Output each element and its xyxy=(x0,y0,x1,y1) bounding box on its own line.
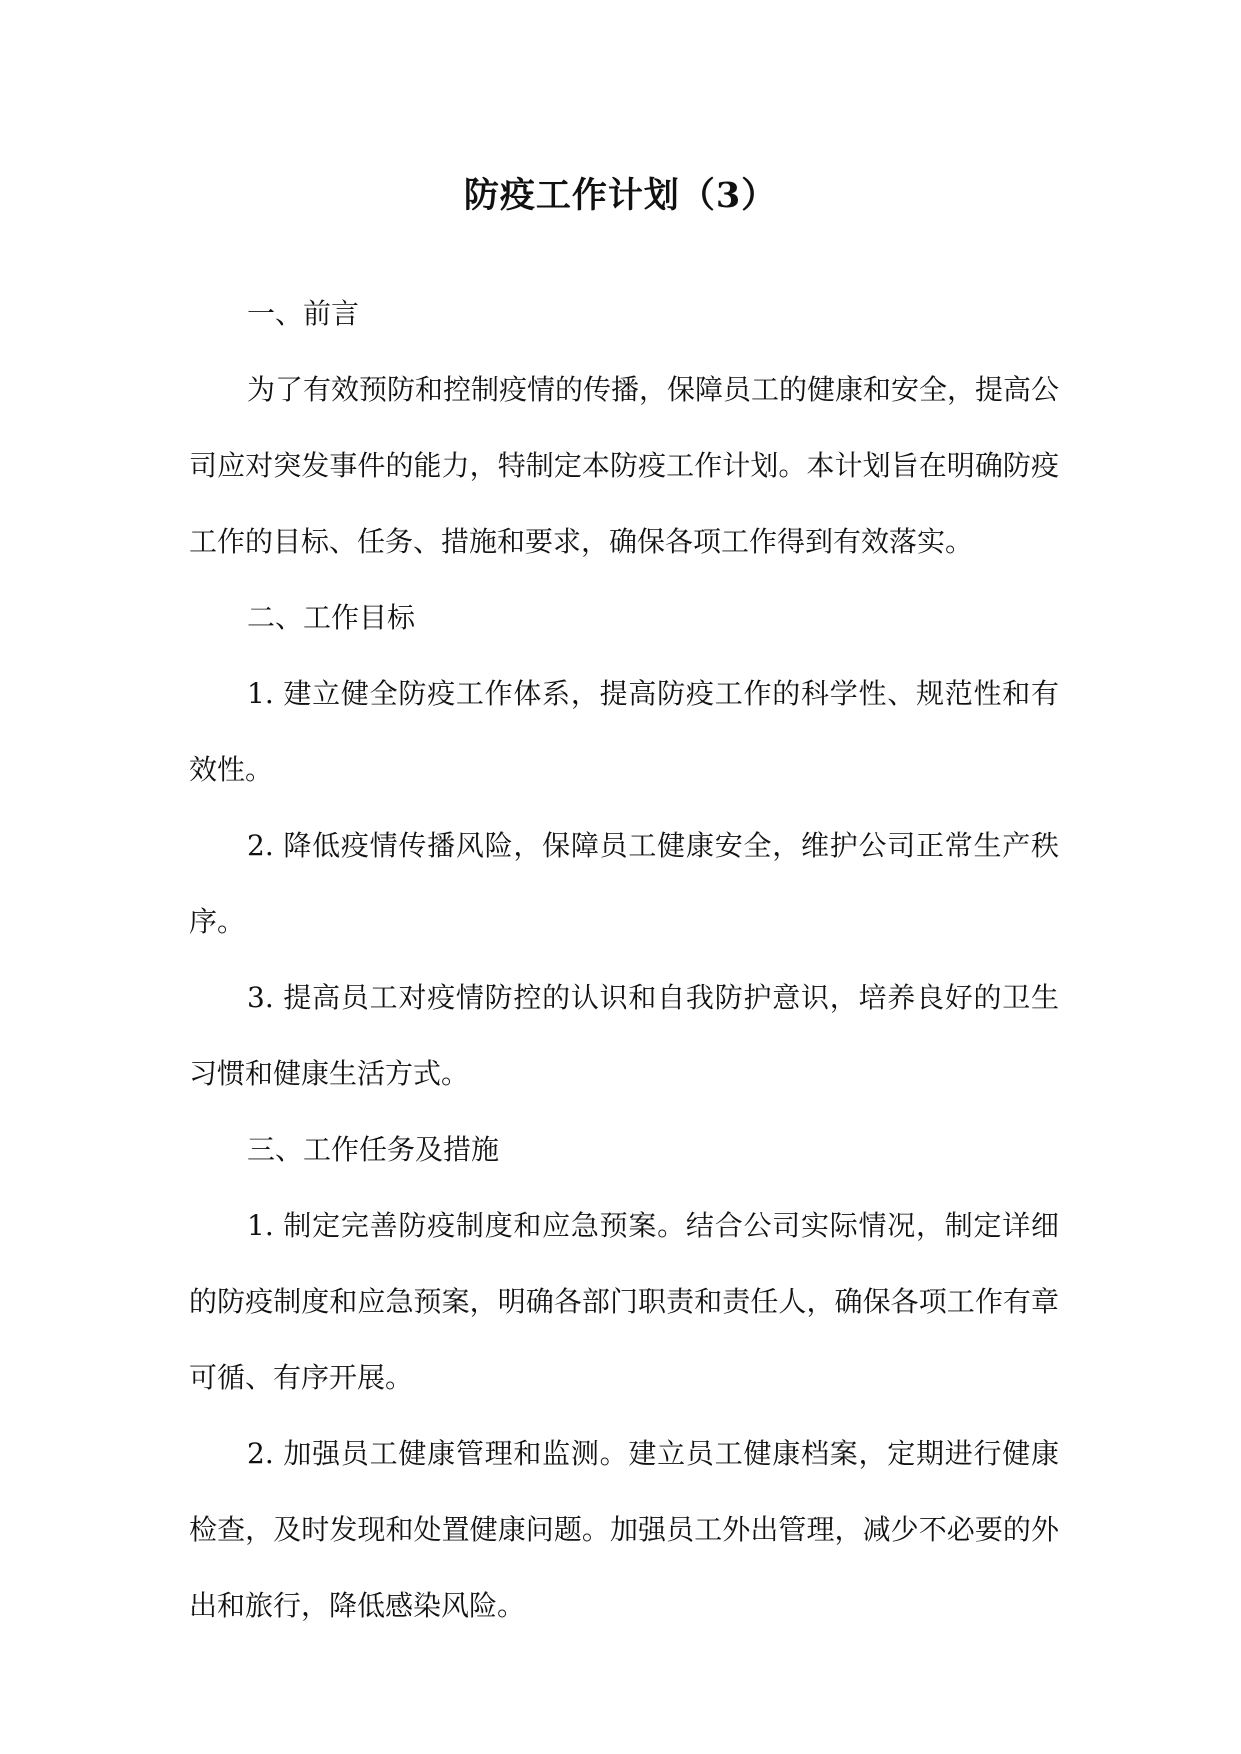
section-heading-preface: 一、前言 xyxy=(247,297,360,330)
goal-item-1: 1. 建立健全防疫工作体系，提高防疫工作的科学性、规范性和有效性。 xyxy=(189,677,1059,786)
goal-item-3: 3. 提高员工对疫情防控的认识和自我防护意识，培养良好的卫生习惯和健康生活方式。 xyxy=(189,981,1059,1090)
goal-item-2: 2. 降低疫情传播风险，保障员工健康安全，维护公司正常生产秩序。 xyxy=(189,829,1059,938)
task-item-1: 1. 制定完善防疫制度和应急预案。结合公司实际情况，制定详细的防疫制度和应急预案，明确各部门职责和责任人，确保各项工作有章可循、有序开展。 xyxy=(189,1209,1059,1394)
section-heading-goals: 二、工作目标 xyxy=(247,601,416,634)
section-heading-tasks: 三、工作任务及措施 xyxy=(247,1133,500,1166)
document-title: 防疫工作计划（3） xyxy=(463,175,778,217)
document-body xyxy=(189,276,1059,1644)
task-item-2: 2. 加强员工健康管理和监测。建立员工健康档案，定期进行健康检查，及时发现和处置健康问题。加强员工外出管理，减少不必要的外出和旅行，降低感染风险。 xyxy=(189,1437,1059,1622)
paragraph-preface: 为了有效预防和控制疫情的传播，保障员工的健康和安全，提高公司应对突发事件的能力，特制定本防疫工作计划。本计划旨在明确防疫工作的目标、任务、措施和要求，确保各项工作得到有效落实。 xyxy=(189,373,1060,558)
